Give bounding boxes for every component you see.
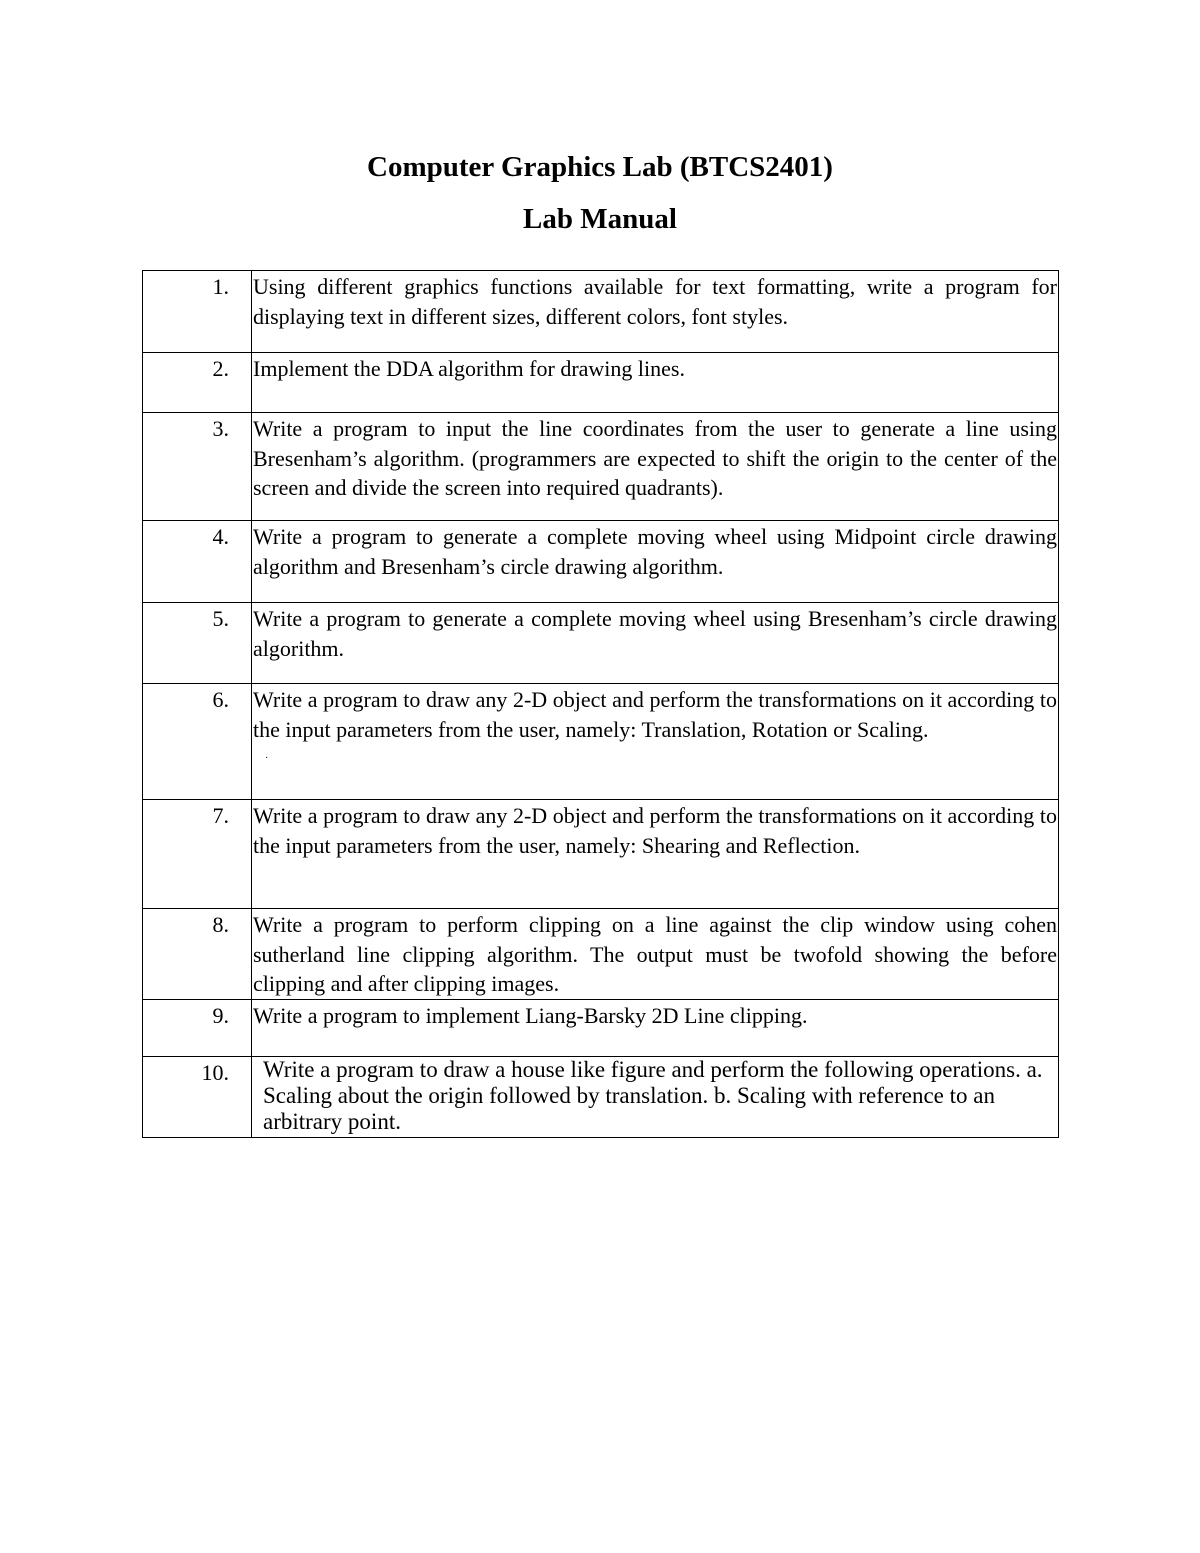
experiment-description: Write a program to draw any 2-D object and perform the transformations on it according to the input parameters from the user, namely: Shearing and Reflection. [252, 800, 1059, 909]
document-title: Computer Graphics Lab (BTCS2401) [367, 151, 833, 183]
experiment-number: 1. [143, 271, 252, 353]
experiment-number: 10. [143, 1056, 252, 1137]
table-row [143, 999, 1059, 1056]
document-subtitle: Lab Manual [523, 203, 677, 235]
table-row [143, 353, 1059, 413]
experiment-number: 7. [143, 800, 252, 909]
table-row [143, 521, 1059, 603]
table-row [143, 603, 1059, 684]
table-row [143, 1056, 1059, 1137]
table-row [143, 909, 1059, 1000]
experiment-description: Write a program to input the line coordinates from the user to generate a line using Bresenham’s algorithm. (programmers are expected to shift the origin to the center of the screen and divide the screen into required quadrants). [252, 413, 1059, 521]
experiment-description: Using different graphics functions available for text formatting, write a program for displaying text in different sizes, different colors, font styles. [252, 271, 1059, 353]
experiments-table [142, 270, 1059, 1138]
experiment-description: Write a program to draw any 2-D object and perform the transformations on it according to the input parameters from the user, namely: Translation, Rotation or Scaling. [253, 687, 1057, 742]
experiment-number: 9. [143, 999, 252, 1056]
table-row [143, 271, 1059, 353]
experiment-number: 8. [143, 909, 252, 1000]
experiment-number: 2. [143, 353, 252, 413]
stray-mark: · [265, 753, 269, 764]
experiment-description: Write a program to generate a complete moving wheel using Midpoint circle drawing algorithm and Bresenham’s circle drawing algorithm. [252, 521, 1059, 603]
table-row [143, 413, 1059, 521]
experiment-number: 5. [143, 603, 252, 684]
experiment-description: Write a program to draw a house like figure and perform the following operations. a. Scaling about the origin followed by translation. b. Scaling with reference to an arbitrary point. [252, 1056, 1059, 1137]
experiment-description: Implement the DDA algorithm for drawing lines. [252, 353, 1059, 413]
experiment-number: 6. [143, 684, 252, 800]
experiment-number: 4. [143, 521, 252, 603]
experiment-number: 3. [143, 413, 252, 521]
experiment-description: Write a program to perform clipping on a line against the clip window using cohen sutherland line clipping algorithm. The output must be twofold showing the before clipping and after clipping images. [252, 909, 1059, 1000]
experiment-description: Write a program to implement Liang-Barsky 2D Line clipping. [252, 999, 1059, 1056]
table-row [143, 684, 1059, 800]
table-row [143, 800, 1059, 909]
experiment-description: Write a program to generate a complete moving wheel using Bresenham’s circle drawing algorithm. [252, 603, 1059, 684]
